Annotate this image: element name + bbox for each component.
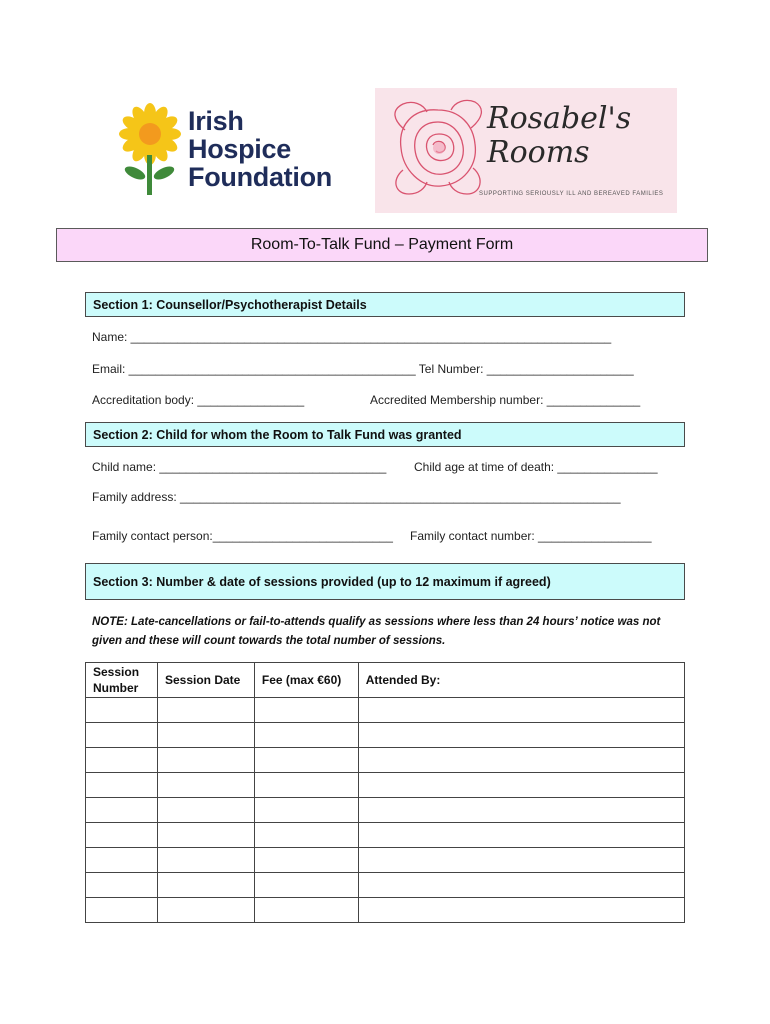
header-fee: Fee (max €60): [254, 663, 358, 698]
table-row: [86, 848, 685, 873]
header-session-number: Session Number: [86, 663, 158, 698]
late-cancellation-note: NOTE: Late-cancellations or fail-to-attends qualify as sessions where less than 24 hours’ notice was not given and these will count towards the total number of sessions.: [92, 616, 661, 647]
table-cell[interactable]: [157, 773, 254, 798]
table-header-row: [86, 663, 685, 698]
table-cell[interactable]: [86, 823, 158, 848]
rosabels-title-line-1: Rosabel's: [487, 101, 632, 136]
table-cell[interactable]: [358, 898, 684, 923]
table-row: [86, 823, 685, 848]
child-age-field[interactable]: Child age at time of death: _______________: [414, 460, 658, 474]
table-cell[interactable]: [358, 798, 684, 823]
family-address-field[interactable]: Family address: __________________________________________________________________: [92, 490, 621, 504]
table-cell[interactable]: [254, 723, 358, 748]
membership-number-field[interactable]: Accredited Membership number: ______________: [370, 393, 641, 407]
accreditation-body-field[interactable]: Accreditation body: ________________: [92, 393, 305, 407]
sunflower-icon: [116, 103, 186, 203]
rosabels-rooms-logo: [375, 88, 677, 213]
table-row: [86, 898, 685, 923]
family-contact-number-field[interactable]: Family contact number: _________________: [410, 529, 652, 543]
table-row: [86, 748, 685, 773]
table-cell[interactable]: [358, 848, 684, 873]
table-cell[interactable]: [254, 748, 358, 773]
table-cell[interactable]: [157, 873, 254, 898]
table-row: [86, 873, 685, 898]
ihf-line-2: Hospice: [188, 134, 291, 164]
table-cell[interactable]: [86, 798, 158, 823]
table-cell[interactable]: [157, 748, 254, 773]
table-cell[interactable]: [254, 698, 358, 723]
table-row: [86, 798, 685, 823]
ihf-line-1: Irish: [188, 106, 244, 136]
table-cell[interactable]: [254, 773, 358, 798]
table-cell[interactable]: [358, 748, 684, 773]
child-name-field[interactable]: Child name: __________________________________: [92, 460, 387, 474]
table-cell[interactable]: [86, 873, 158, 898]
table-cell[interactable]: [86, 773, 158, 798]
header-attended-by: Attended By:: [358, 663, 684, 698]
table-cell[interactable]: [157, 823, 254, 848]
table-cell[interactable]: [254, 823, 358, 848]
table-cell[interactable]: [157, 723, 254, 748]
table-cell[interactable]: [86, 898, 158, 923]
table-cell[interactable]: [254, 798, 358, 823]
rosabels-tagline: SUPPORTING SERIOUSLY ILL AND BEREAVED FAMILIES: [479, 191, 664, 197]
table-cell[interactable]: [358, 723, 684, 748]
table-cell[interactable]: [86, 723, 158, 748]
name-field[interactable]: Name: ________________________________________________________________________: [92, 330, 612, 344]
table-cell[interactable]: [254, 848, 358, 873]
table-cell[interactable]: [86, 748, 158, 773]
table-cell[interactable]: [358, 773, 684, 798]
ihf-wordmark: [188, 107, 332, 191]
table-row: [86, 773, 685, 798]
family-contact-person-field[interactable]: Family contact person:___________________________: [92, 529, 393, 543]
table-cell[interactable]: [254, 898, 358, 923]
email-tel-field[interactable]: Email: ___________________________________________ Tel Number: ______________________: [92, 362, 634, 376]
rosabels-wordmark: [487, 102, 631, 170]
table-cell[interactable]: [157, 698, 254, 723]
section-1-heading: Section 1: Counsellor/Psychotherapist Details: [85, 292, 685, 317]
ihf-line-3: Foundation: [188, 162, 332, 192]
section-2-heading: Section 2: Child for whom the Room to Talk Fund was granted: [85, 422, 685, 447]
rose-icon: [383, 90, 493, 210]
table-row: [86, 698, 685, 723]
table-cell[interactable]: [157, 798, 254, 823]
rosabels-title-line-2: Rooms: [487, 135, 590, 170]
table-cell[interactable]: [358, 873, 684, 898]
sessions-table: [85, 662, 685, 923]
form-title: Room-To-Talk Fund – Payment Form: [56, 228, 708, 262]
table-cell[interactable]: [358, 823, 684, 848]
table-cell[interactable]: [86, 698, 158, 723]
section-3-heading: Section 3: Number & date of sessions provided (up to 12 maximum if agreed): [85, 563, 685, 600]
irish-hospice-foundation-logo: [116, 103, 356, 203]
table-cell[interactable]: [157, 848, 254, 873]
table-cell[interactable]: [157, 898, 254, 923]
table-cell[interactable]: [86, 848, 158, 873]
table-cell[interactable]: [254, 873, 358, 898]
table-row: [86, 723, 685, 748]
header-session-date: Session Date: [157, 663, 254, 698]
table-cell[interactable]: [358, 698, 684, 723]
